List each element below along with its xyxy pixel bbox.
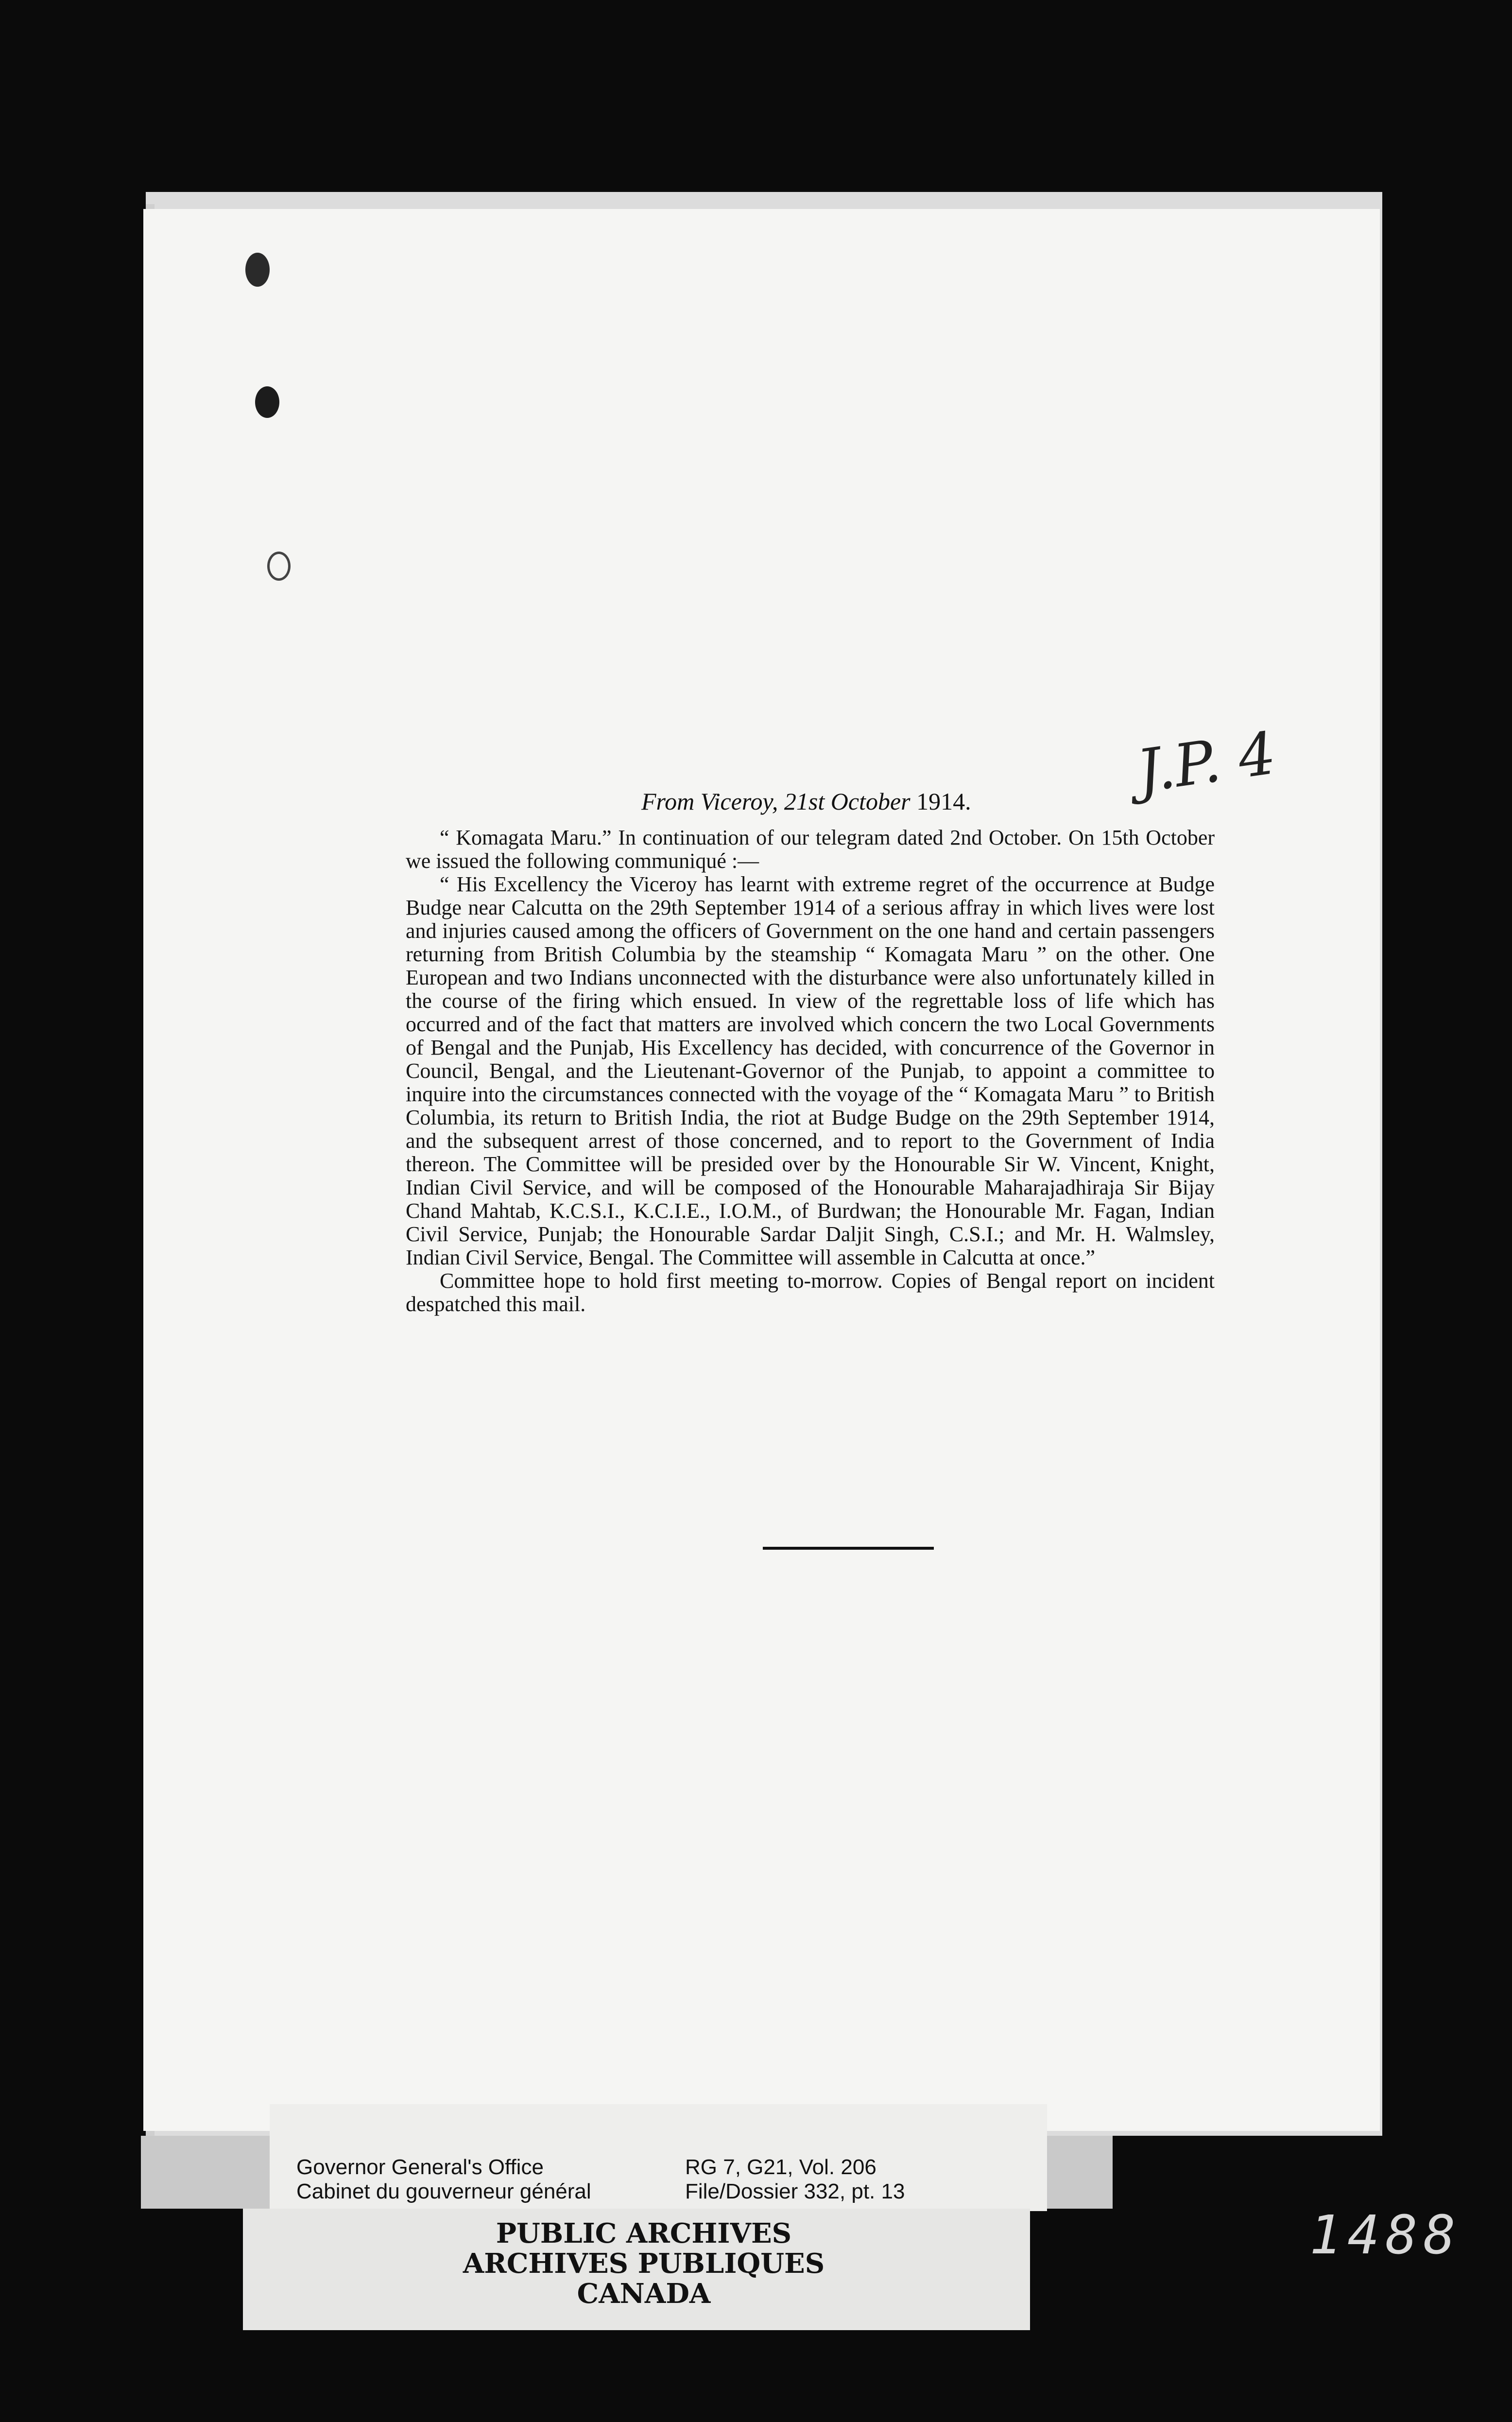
archive-label-office [296,2155,591,2204]
closing-rule [763,1547,934,1550]
archive-label-reference [685,2155,905,2204]
microfilm-frame-number: 1488 [1309,2204,1461,2266]
stamp-line-3: CANADA [577,2278,711,2310]
stamp-line-1: PUBLIC ARCHIVES [496,2217,792,2249]
file-dossier: File/Dossier 332, pt. 13 [685,2180,905,2203]
paragraph-intro: “ Komagata Maru.” In continuation of our telegram dated 2nd October. On 15th October we issued the following communiqué :— [406,826,1215,873]
punch-hole-bottom [267,552,291,581]
record-group: RG 7, G21, Vol. 206 [685,2155,876,2179]
office-english: Governor General's Office [296,2155,544,2179]
heading-year: 1914. [916,788,971,815]
punch-hole-middle [255,386,279,418]
telegram-body [406,826,1215,1316]
archive-stamp [437,2218,850,2309]
handwritten-initials: J.P. 4 [1133,719,1280,806]
punch-hole-top [245,253,270,287]
heading-text: From Viceroy, 21st October [641,788,911,815]
telegram-heading [641,787,971,815]
stamp-line-2: ARCHIVES PUBLIQUES [463,2248,825,2280]
paragraph-communique: “ His Excellency the Viceroy has learnt with extreme regret of the occurrence at Budge Budge near Calcutta on the 29th September 1914 of a serious affray in which lives were lost and injuries caused among the officers of Government on the one hand and certain passengers returning from British Columbia by the steamship “ Komagata Maru ” on the other. One European and two Indians unconnected with the disturbance were also unfortunately killed in the course of the firing which ensued. In view of the regrettable loss of life which has occurred and of the fact that matters are involved which concern the two Local Governments of Bengal and the Punjab, His Excellency has decided, with concurrence of the Governor in Council, Bengal, and the Lieutenant-Governor of the Punjab, to appoint a committee to inquire into the circumstances connected with the voyage of the “ Komagata Maru ” to British Columbia, its return to British India, the riot at Budge Budge on the 29th September 1914, and the subsequent arrest of those concerned, and to report to the Government of India thereon. The Committee will be presided over by the Honourable Sir W. Vincent, Knight, Indian Civil Service, and will be composed of the Honourable Maharajadhiraja Sir Bijay Chand Mahtab, K.C.S.I., K.C.I.E., I.O.M., of Burdwan; the Honourable Mr. Fagan, Indian Civil Service, Punjab; the Honourable Sardar Daljit Singh, C.S.I.; and Mr. H. Walmsley, Indian Civil Service, Bengal. The Committee will assemble in Calcutta at once.” [406,872,1215,1269]
office-french: Cabinet du gouverneur général [296,2180,591,2203]
paragraph-closing: Committee hope to hold first meeting to-morrow. Copies of Bengal report on incident despatched this mail. [406,1269,1215,1316]
